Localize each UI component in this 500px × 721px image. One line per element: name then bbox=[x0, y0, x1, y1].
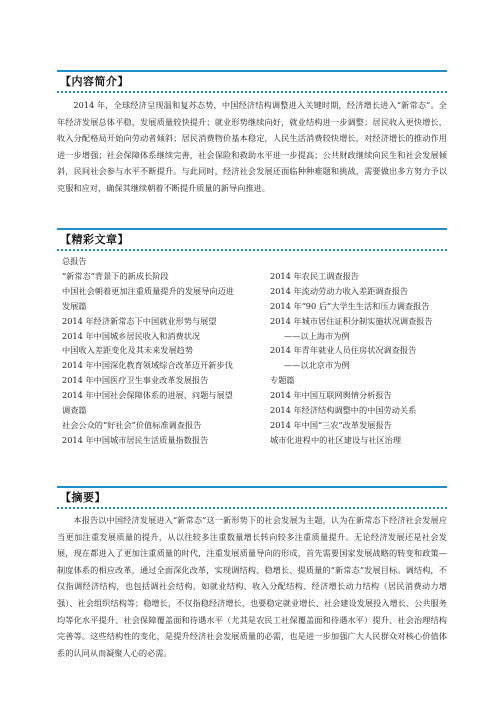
article-item bbox=[270, 254, 450, 269]
article-item: 2014 年中国医疗卫生事业改革发展报告 bbox=[62, 375, 209, 386]
abstract-section-title: 【摘要】 bbox=[60, 491, 106, 504]
abstract-section-header bbox=[57, 486, 447, 509]
article-item: 2014 年农民工调查报告 bbox=[270, 270, 359, 281]
article-item: 中国社会朝着更加注重质量提升的发展导向迈进 bbox=[62, 285, 234, 296]
article-item: 调查篇 bbox=[62, 405, 87, 416]
articles-left-column bbox=[62, 254, 267, 448]
article-item: 中国收入差距变化及其未来发展趋势 bbox=[62, 345, 194, 356]
articles-section-header bbox=[57, 228, 447, 251]
abstract-paragraph: 本报告以中国经济发展进入“新常态”这一新形势下的社会发展为主题，认为在新常态下经济社会发展应当更加注重发展质量的提升，从以往较多注重数量增长转向较多注重质量提升。无论经济发展还是社会发展，现在都进入了更加注重质量的时代，注重发展质量导向的形成，首先需要国家发展战略的转变和政策—制度体系的相应改革，通过全面深化改革，实现调结构、稳增长、提质量的“新常态”发展目标。调结构，不仅指调经济结构，也包括调社会结构，如就业结构、收入分配结构、经济增长动力结构（居民消费动力增强）、社会组织结构等；稳增长，不仅指稳经济增长，也要稳定就业增长、社会建设发展投入增长、公共服务均等化水平提升、社会保障覆盖面和待遇水平（尤其是农民工社保覆盖面和待遇水平）提升、社会治理结构完善等。这些结构性的变化，是提升经济社会发展质量的必需，也是进一步加强广大人民群众对核心价值体系的认同从而凝聚人心的必需。 bbox=[57, 515, 447, 658]
article-item: 2014 年“90 后”大学生生活和压力调查报告 bbox=[270, 300, 430, 311]
article-item: 2014 年中国社会保障体系的进展、问题与展望 bbox=[62, 390, 233, 401]
article-item: 2014 年中国城乡居民收入和消费状况 bbox=[62, 330, 201, 341]
article-item: 2014 年青年就业人员住房状况调查报告 bbox=[270, 345, 417, 356]
intro-section-title: 【内容简介】 bbox=[60, 75, 129, 88]
article-item: 专题篇 bbox=[270, 375, 295, 386]
articles-section-title: 【精彩文章】 bbox=[60, 233, 129, 246]
article-item: 城市化进程中的社区建设与社区治理 bbox=[270, 434, 402, 445]
article-item: 2014 年中国深化教育领域综合改革迈开新步伐 bbox=[62, 360, 233, 371]
article-item: 发展篇 bbox=[62, 300, 87, 311]
article-item: “新常态”背景下的新成长阶段 bbox=[62, 270, 169, 281]
article-item: 2014 年流动劳动力收入差距调查报告 bbox=[270, 285, 409, 296]
article-item: 2014 年城市居住证积分制实施状况调查报告 bbox=[270, 315, 433, 326]
article-item: 2014 年中国互联网舆情分析报告 bbox=[270, 390, 392, 401]
article-item: 总报告 bbox=[62, 256, 87, 266]
article-item: 2014 年中国城市居民生活质量指数报告 bbox=[62, 434, 209, 445]
article-item: 社会公众的“好社会”价值标准调查报告 bbox=[62, 419, 202, 430]
intro-paragraph: 2014 年，全球经济呈现温和复苏态势，中国经济结构调整进入关键时期，经济增长进入“新常态”。全年经济发展总体平稳，发展质量较快提升；就业形势继续向好，就业结构进一步调整；居民收入更快增长，收入分配格局开始向劳动者倾斜；居民消费物价基本稳定，人民生活消费较快增长，对经济增长的推动作用进一步增强；社会保障体系继续完善，社会保险和救助水平进一步提高；公共财政继续向民生和社会发展倾斜，民间社会参与水平不断提升。与此同时，经济社会发展还面临种种难题和挑战，需要做出多方努力予以克服和应对，确保其继续朝着不断提升质量的新导向推进。 bbox=[57, 100, 447, 193]
article-item: 2014 年经济新常态下中国就业形势与展望 bbox=[62, 315, 217, 326]
article-item: ——以北京市为例 bbox=[284, 360, 350, 371]
article-item: 2014 年经济结构调整中的中国劳动关系 bbox=[270, 405, 417, 416]
article-item: 2014 年中国“三农”改革发展报告 bbox=[270, 419, 392, 430]
articles-right-column bbox=[270, 254, 450, 448]
intro-section-header bbox=[57, 70, 447, 93]
article-item: ——以上海市为例 bbox=[284, 330, 350, 341]
